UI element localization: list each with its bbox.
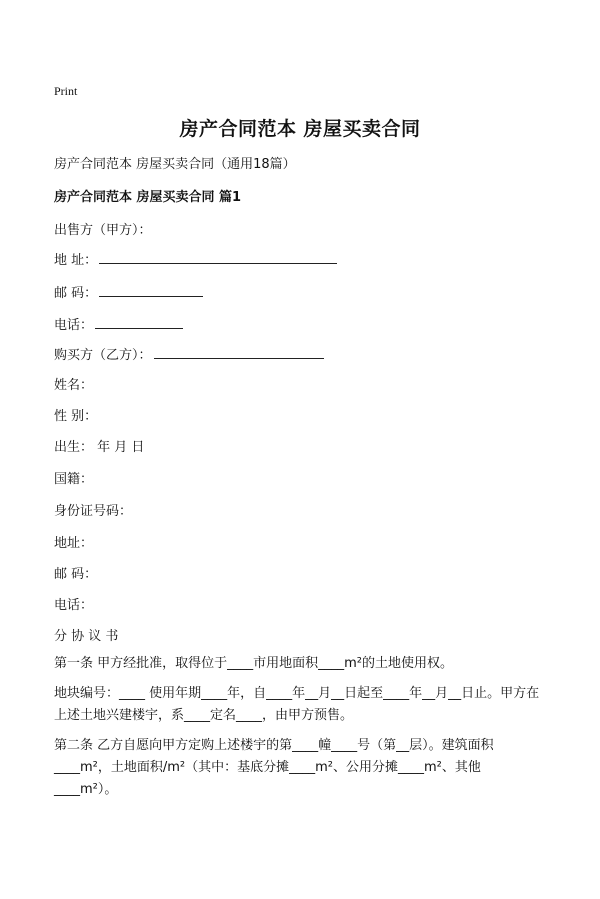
clause-1: 第一条 甲方经批准，取得位于____市用地面积____m²的土地使用权。 [54, 656, 454, 671]
seller-address-row [54, 249, 337, 268]
buyer-address-label: 地址： [54, 536, 94, 551]
birth-label: 出生： 年 月 日 [54, 440, 145, 455]
buyer-label: 购买方（乙方）： [54, 348, 152, 363]
seller-phone-blank [95, 314, 183, 329]
seller-phone-label: 电话： [54, 318, 94, 333]
seller-label: 出售方（甲方）： [54, 223, 152, 238]
buyer-phone-label: 电话： [54, 598, 94, 613]
document-title: 房产合同范本 房屋买卖合同 [179, 118, 421, 140]
buyer-blank [154, 344, 324, 359]
seller-postcode-row [54, 282, 203, 301]
seller-phone-row [54, 314, 183, 333]
clause-2: 第二条 乙方自愿向甲方定购上述楼宇的第____幢____号（第__层）。建筑面积____m²，土地面积/m²（其中：基底分摊____m²、公用分摊____m²、其他____m²）。 [54, 738, 494, 797]
gender-label: 性 别： [54, 409, 98, 424]
name-label: 姓名： [54, 378, 94, 393]
nationality-label: 国籍： [54, 472, 94, 487]
document-subtitle: 房产合同范本 房屋买卖合同（通用18篇） [54, 157, 296, 172]
section-heading: 房产合同范本 房屋买卖合同 篇1 [54, 190, 242, 205]
buyer-postcode-label: 邮 码： [54, 567, 98, 582]
print-link[interactable]: Print [54, 84, 78, 98]
clause-1b: 地块编号：____ 使用年期____年，自____年__月__日起至____年__月__日止。甲方在上述土地兴建楼宇，系____定名____，由甲方预售。 [54, 686, 540, 723]
seller-postcode-blank [99, 282, 203, 297]
seller-address-blank [99, 249, 337, 264]
id-number-label: 身份证号码： [54, 504, 133, 519]
seller-postcode-label: 邮 码： [54, 286, 98, 301]
buyer-row [54, 344, 324, 363]
seller-address-label: 地 址： [54, 253, 98, 268]
agreement-type-label: 分 协 议 书 [54, 629, 119, 644]
